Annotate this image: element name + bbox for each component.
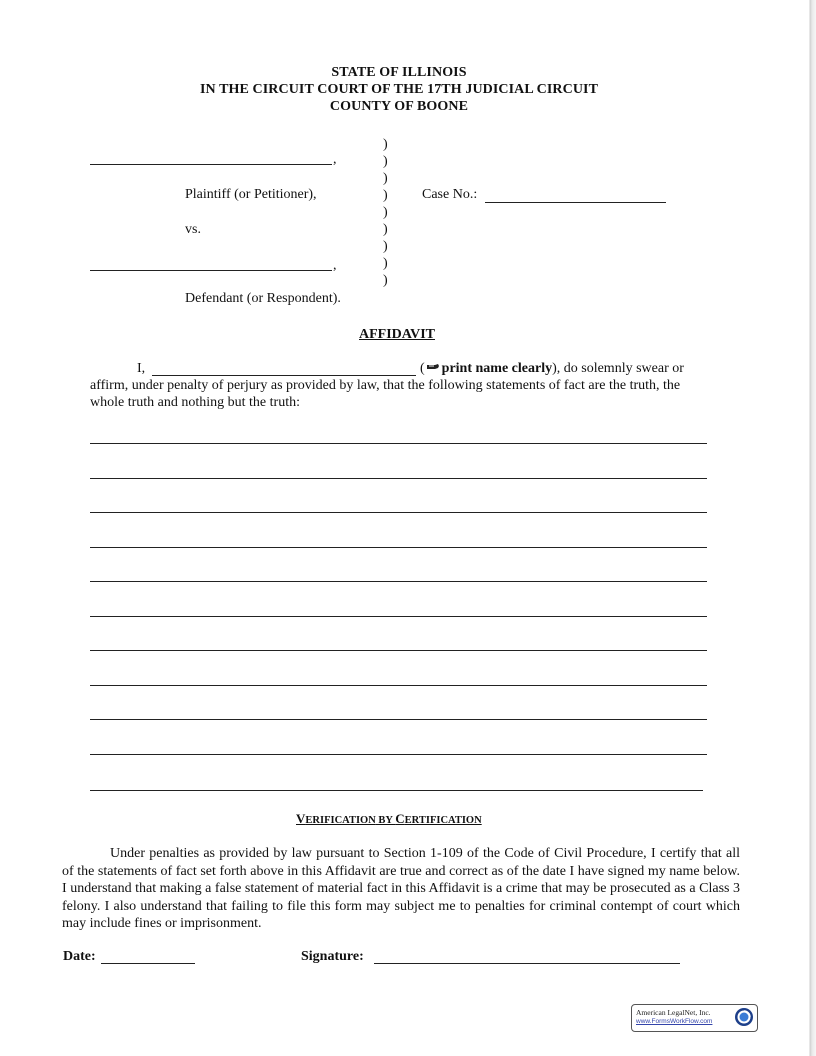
case-no-field[interactable] [485, 202, 666, 203]
paren: ) [383, 188, 388, 203]
pointing-hand-icon [426, 362, 440, 371]
intro-i: I, [137, 361, 146, 376]
date-label: Date: [63, 949, 96, 964]
print-name-instruction: print name clearly [441, 361, 553, 376]
case-no-label: Case No.: [422, 187, 478, 202]
header-state: STATE OF ILLINOIS [331, 65, 467, 80]
header-court: IN THE CIRCUIT COURT OF THE 17TH JUDICIAL CIRCUIT [199, 82, 599, 97]
paren: ) [383, 222, 388, 237]
header-county: COUNTY OF BOONE [329, 99, 469, 114]
date-field[interactable] [101, 963, 195, 964]
intro-line-3: whole truth and nothing but the truth: [90, 395, 300, 410]
globe-logo-icon [734, 1007, 754, 1027]
plaintiff-label: Plaintiff (or Petitioner), [185, 187, 317, 202]
statement-line[interactable] [90, 685, 707, 686]
defendant-comma: , [333, 258, 337, 273]
verification-paragraph: Under penalties as provided by law pursuant to Section 1-109 of the Code of Civil Procedure, I certify that all of the statements of fact set forth above in this Affidavit are true and correct as of the date I have signed my name below. I understand that making a false statement of material fact in this Affidavit is a crime that may be prosecuted as a Class 3 felony. I also understand that failing to file this form may subject me to penalties for criminal contempt of court which may include fines or imprisonment. [62, 846, 740, 931]
intro-first-line-rest: ), do solemnly swear or [552, 361, 684, 376]
footer-website-link[interactable]: www.FormsWorkFlow.com [636, 1018, 713, 1025]
statement-line[interactable] [90, 443, 707, 444]
paren: ) [383, 205, 388, 220]
statement-line[interactable] [90, 512, 707, 513]
paren: ) [383, 137, 388, 152]
statement-line[interactable] [90, 754, 707, 755]
statement-line[interactable] [90, 719, 707, 720]
footer-company: American LegalNet, Inc. [636, 1008, 711, 1017]
vs-label: vs. [185, 222, 201, 237]
defendant-name-field[interactable] [90, 270, 332, 271]
signature-label: Signature: [301, 949, 364, 964]
statement-line[interactable] [90, 790, 703, 791]
footer-logo[interactable] [631, 1004, 758, 1032]
intro-first-line-end [420, 361, 684, 377]
intro-line-2: affirm, under penalty of perjury as provided by law, that the following statements of fact are the truth, the [90, 378, 681, 393]
paren: ) [383, 273, 388, 288]
verification-title: VERIFICATION BY CERTIFICATION [296, 811, 482, 826]
statement-line[interactable] [90, 478, 707, 479]
open-paren: ( [420, 361, 425, 376]
statement-line[interactable] [90, 650, 707, 651]
paren: ) [383, 256, 388, 271]
paren: ) [383, 154, 388, 169]
statement-line[interactable] [90, 547, 707, 548]
affidavit-title: AFFIDAVIT [359, 327, 435, 342]
plaintiff-name-field[interactable] [90, 164, 332, 165]
paren: ) [383, 239, 388, 254]
affiant-name-field[interactable] [152, 375, 416, 376]
statement-line[interactable] [90, 616, 707, 617]
statement-line[interactable] [90, 581, 707, 582]
defendant-label: Defendant (or Respondent). [185, 291, 341, 306]
plaintiff-comma: , [333, 152, 337, 167]
signature-field[interactable] [374, 963, 680, 964]
paren: ) [383, 171, 388, 186]
page-edge [807, 0, 816, 1056]
